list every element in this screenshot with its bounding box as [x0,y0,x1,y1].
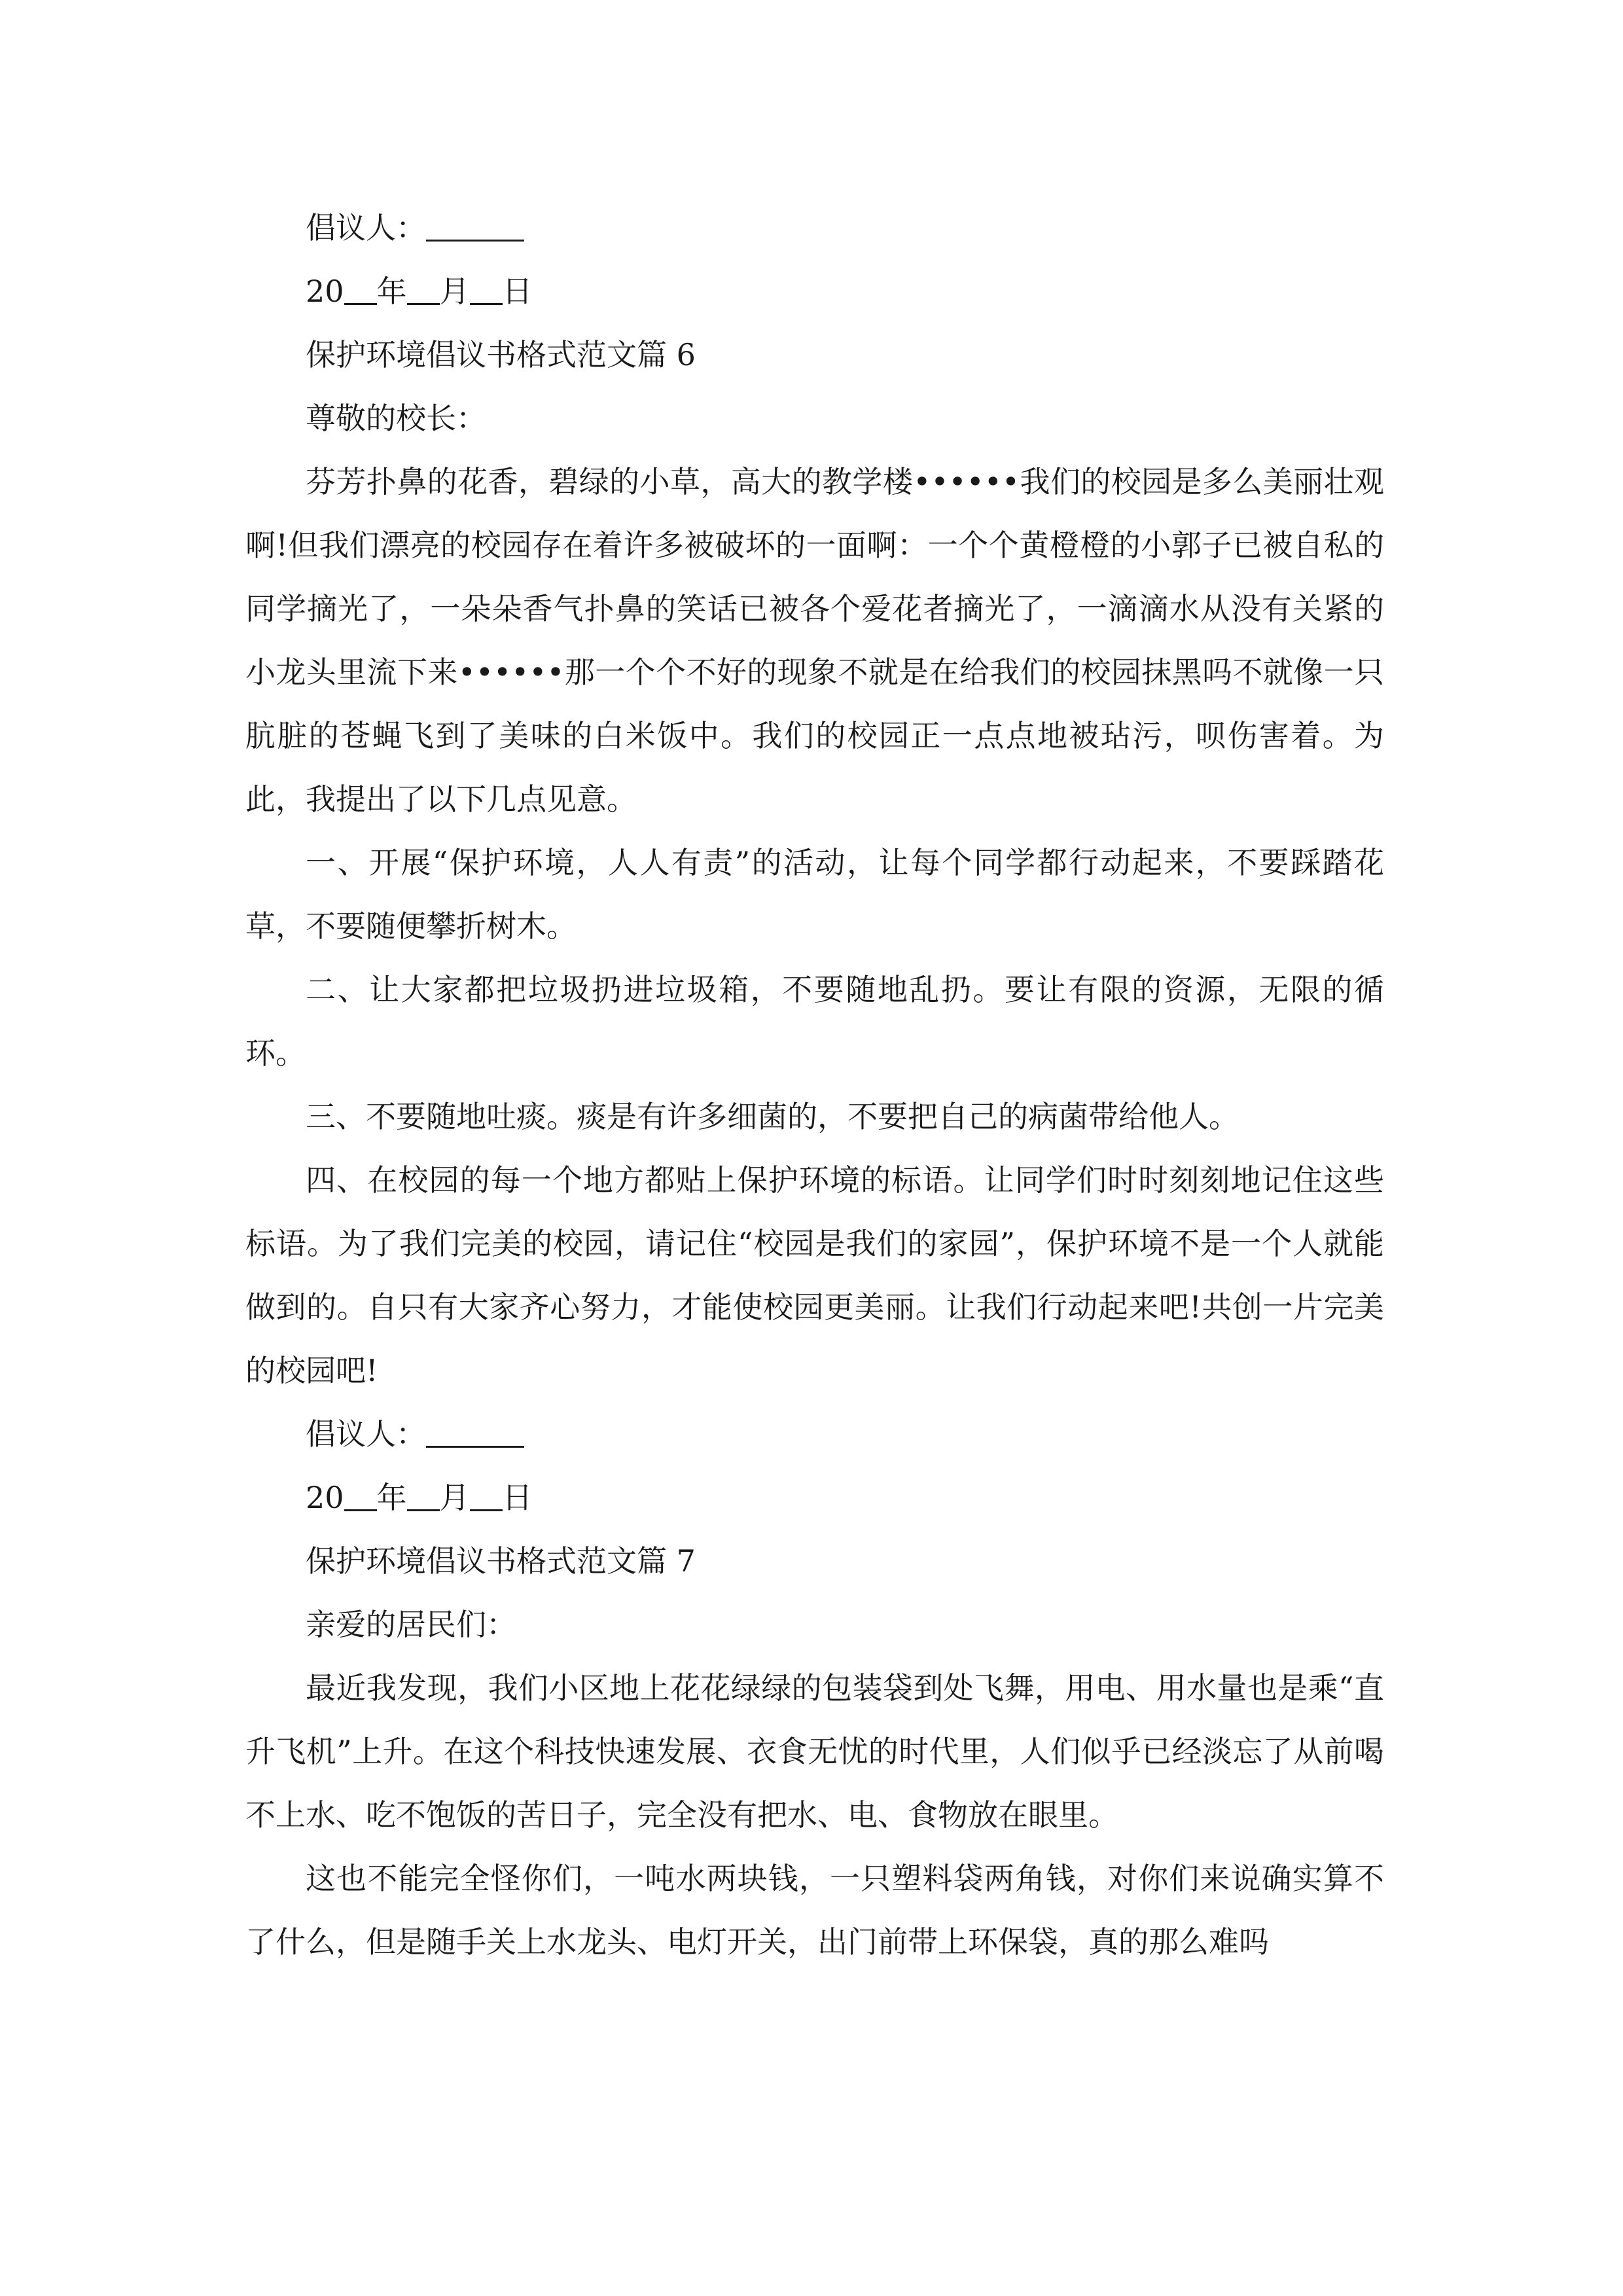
year-blank [344,1479,377,1511]
section-title: 保护环境倡议书格式范文篇 7 [306,1543,696,1579]
day-blank [470,1479,503,1511]
signer-label: 倡议人： [306,210,426,245]
date-year-label: 年 [376,1480,407,1515]
date-line [245,1466,1384,1530]
document-page [245,196,1384,1974]
date-prefix: 20 [306,274,344,309]
date-year-label: 年 [376,274,407,309]
year-blank [344,273,377,305]
date-month-label: 月 [439,1480,470,1515]
paragraph: 三、不要随地吐痰。痰是有许多细菌的，不要把自己的病菌带给他人。 [306,1099,1239,1134]
date-line [245,260,1384,323]
signature-blank [426,209,524,242]
month-blank [407,1479,440,1511]
paragraph: 四、在校园的每一个地方都贴上保护环境的标语。让同学们时时刻刻地记住这些标语。为了我们完美的校园，请记住“校园是我们的家园”，保护环境不是一个人就能做到的。自只有大家齐心努力，才能使校园更美丽。让我们行动起来吧!共创一片完美的校园吧! [245,1162,1384,1388]
date-day-label: 日 [502,1480,533,1515]
signer-line [245,196,1384,260]
paragraph: 芬芳扑鼻的花香，碧绿的小草，高大的教学楼••••••我们的校园是多么美丽壮观啊!但我们漂亮的校园存在着许多被破坏的一面啊：一个个黄橙橙的小郭子已被自私的同学摘光了，一朵朵香气扑鼻的笑话已被各个爱花者摘光了，一滴滴水从没有关紧的小龙头里流下来••••••那一个个不好的现象不就是在给我们的校园抹黑吗不就像一只肮脏的苍蝇飞到了美味的白米饭中。我们的校园正一点点地被玷污，呗伤害着。为此，我提出了以下几点见意。 [245,464,1384,817]
salutation: 亲爱的居民们： [306,1607,516,1642]
paragraph: 二、让大家都把垃圾扔进垃圾箱，不要随地乱扔。要让有限的资源，无限的循环。 [245,972,1384,1071]
paragraph: 这也不能完全怪你们，一吨水两块钱，一只塑料袋两角钱，对你们来说确实算不了什么，但是随手关上水龙头、电灯开关，出门前带上环保袋，真的那么难吗 [245,1861,1384,1960]
signature-blank [426,1416,524,1448]
date-month-label: 月 [439,274,470,309]
paragraph: 最近我发现，我们小区地上花花绿绿的包装袋到处飞舞，用电、用水量也是乘“直升飞机”上升。在这个科技快速发展、衣食无忧的时代里，人们似乎已经淡忘了从前喝不上水、吃不饱饭的苦日子，完全没有把水、电、食物放在眼里。 [245,1670,1384,1833]
salutation: 尊敬的校长： [306,401,486,436]
paragraph: 一、开展“保护环境，人人有责”的活动，让每个同学都行动起来，不要踩踏花草，不要随便攀折树木。 [245,845,1384,944]
date-prefix: 20 [306,1480,344,1515]
day-blank [470,273,503,305]
month-blank [407,273,440,305]
signer-label: 倡议人： [306,1416,426,1452]
section-title: 保护环境倡议书格式范文篇 6 [306,337,696,372]
date-day-label: 日 [502,274,533,309]
signer-line [245,1403,1384,1466]
